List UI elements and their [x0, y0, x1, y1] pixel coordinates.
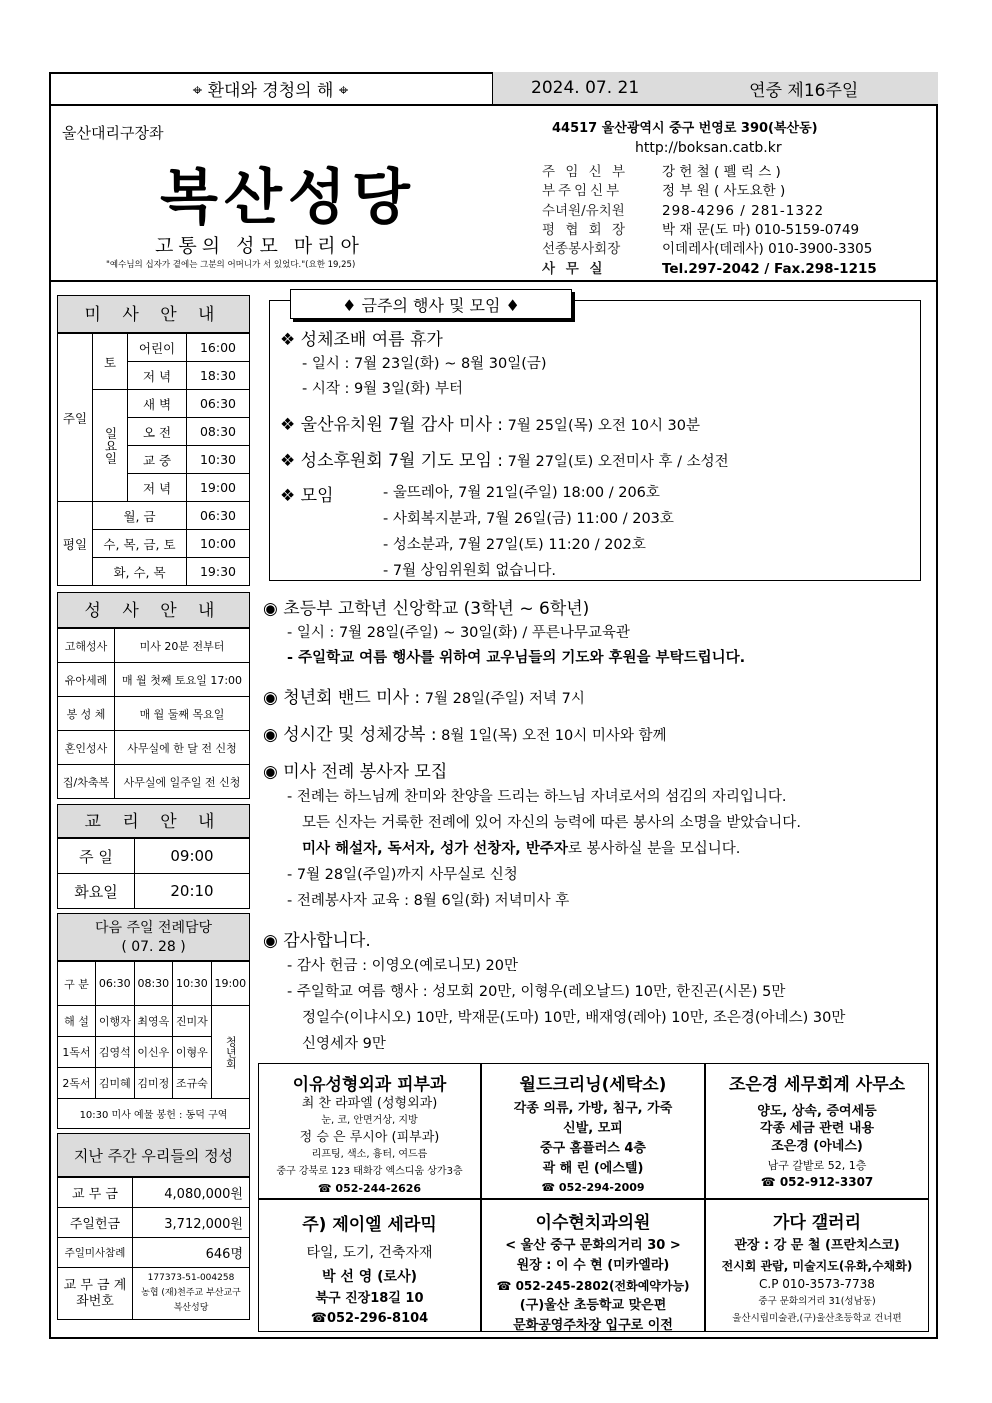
vocation-title: ❖ 성소후원회 7월 기도 모임 :	[280, 451, 504, 471]
diocese: 울산대리구장좌	[62, 124, 164, 142]
liturgy-person: 진미자	[173, 1006, 212, 1037]
ad-clinic	[258, 1063, 481, 1199]
recruit-roles	[302, 837, 740, 858]
ad-title: 가다 갤러리	[772, 1213, 862, 1233]
address: 44517 울산광역시 중구 번영로 390(복산동)	[552, 121, 818, 136]
mass-time: 06:30	[187, 390, 250, 418]
mass-time: 18:30	[187, 362, 250, 390]
mass-time: 16:00	[187, 334, 250, 362]
sacrament-value: 사무실에 한 달 전 신청	[115, 731, 250, 765]
offering-key: 교 무 금	[58, 1178, 133, 1208]
ad-line: 각종 의류, 가방, 침구, 가죽	[513, 1101, 673, 1116]
sacrament-key: 유아세례	[58, 663, 115, 697]
catechism-table	[57, 838, 250, 909]
ad-line: 남구 갈밭로 52, 1층	[767, 1159, 867, 1172]
motto: ⌖ 환대와 경청의 해 ⌖	[49, 72, 493, 104]
band-text: 7월 28일(주일) 저녁 7시	[424, 691, 585, 707]
sacrament-title: 성 사 안 내	[57, 592, 250, 628]
contact-key: 평 협 회 장	[542, 222, 629, 238]
ad-tax-office	[705, 1063, 929, 1199]
contact-key: 주 임 신 부	[542, 164, 629, 180]
mass-name: 월, 금	[93, 502, 187, 530]
catechism-day: 화요일	[58, 874, 135, 909]
ad-ceramic	[258, 1199, 481, 1332]
sacrament-value: 사무실에 일주일 전 신청	[115, 765, 250, 799]
ad-line: 곽 해 린 (에스텔)	[542, 1161, 644, 1176]
account-bank: 농협 (재)천주교 부산교구	[141, 1288, 241, 1298]
recruit-title: ◉ 미사 전례 봉사자 모집	[263, 762, 448, 782]
meetings-title: ❖ 모임	[280, 486, 334, 506]
church-name: 복산성당	[160, 163, 416, 233]
thanks-text: - 감사 헌금 : 이영오(예로니모) 20만	[287, 958, 519, 974]
contact-list	[542, 160, 902, 278]
mass-name: 저 녁	[128, 474, 187, 502]
mass-table	[57, 333, 250, 586]
vocation-meeting	[280, 446, 729, 471]
ad-cleaning	[481, 1063, 705, 1199]
ad-line: 전시회 관람, 미술지도(유화,수채화)	[721, 1259, 913, 1273]
patron: 고통의 성모 마리아	[155, 235, 364, 257]
sacrament-value: 매 월 첫째 토요일 17:00	[115, 663, 250, 697]
mass-time: 08:30	[187, 418, 250, 446]
sacrament-value: 미사 20분 전부터	[115, 629, 250, 663]
kindergarten-title: ❖ 울산유치원 7월 감사 미사 :	[280, 415, 504, 435]
ad-line: 중구 강북로 123 태화강 엑스디움 상가3층	[276, 1166, 463, 1177]
mass-time: 19:30	[187, 558, 250, 586]
contact-value: 박 재 문(도 마) 010-5159-0749	[662, 222, 860, 238]
holy-title: ◉ 성시간 및 성체강복 :	[263, 725, 437, 745]
liturgy-box	[57, 913, 250, 961]
offering-key: 주일미사참례	[58, 1238, 133, 1268]
catechism-time: 09:00	[135, 839, 250, 874]
ad-line: 중구 문화의거리 31(성남동)	[758, 1296, 876, 1307]
sacrament-key: 혼인성사	[58, 731, 115, 765]
ad-line: 북구 진장18길 10	[315, 1291, 424, 1306]
ad-line: < 울산 중구 문화의거리 30 >	[505, 1238, 681, 1253]
ad-line: 문화공영주차장 입구로 이전	[513, 1318, 673, 1333]
sunday-label: 일요일	[93, 390, 128, 502]
contact-key: 부주임신부	[542, 183, 623, 199]
account-label: 교 무 금 계좌번호	[58, 1268, 133, 1320]
catechism-day: 주 일	[58, 839, 135, 874]
summer-title: ❖ 성체조배 여름 휴가	[280, 330, 443, 350]
ad-line: ☎ 052-294-2009	[541, 1181, 645, 1194]
ad-title: 조은경 세무회계 사무소	[728, 1075, 906, 1095]
liturgy-person: 조규숙	[173, 1068, 212, 1099]
left-column	[57, 295, 250, 1320]
events-title: ♦ 금주의 행사 및 모임 ♦	[290, 289, 572, 319]
thanks-title: ◉ 감사합니다.	[263, 931, 371, 951]
contact-key: 사 무 실	[542, 261, 606, 277]
liturgy-role: 2독서	[58, 1068, 96, 1099]
account-name: 복산성당	[173, 1303, 209, 1313]
meeting-item: - 사회복지분과, 7월 26일(금) 11:00 / 203호	[383, 511, 674, 527]
ad-title: 이유성형외과 피부과	[292, 1075, 447, 1095]
ad-line: 신발, 모피	[563, 1121, 623, 1136]
liturgy-header: 구 분	[58, 962, 96, 1006]
thanks-text: 신영세자 9만	[302, 1036, 386, 1052]
recruit-text: 모든 신자는 거룩한 전례에 있어 자신의 능력에 따른 봉사의 소명을 받았습니다.	[302, 815, 801, 831]
liturgy-title: 다음 주일 전례담당	[94, 920, 213, 936]
ad-line: 울산시립미술관,(구)울산초등학교 건너편	[732, 1313, 902, 1324]
contact-key: 수녀원/유치원	[542, 203, 625, 219]
kindergarten-mass	[280, 410, 700, 435]
header-divider	[49, 280, 938, 282]
mass-time: 10:00	[187, 530, 250, 558]
offering-table	[57, 1177, 250, 1320]
ad-title: 이수현치과의원	[535, 1213, 651, 1233]
contact-value: 이데레사(데레사) 010-3900-3305	[662, 241, 873, 257]
issue-date: 2024. 07. 21	[531, 78, 640, 98]
recruit-deadline: - 7월 28일(주일)까지 사무실로 신청	[287, 867, 518, 883]
mass-time: 10:30	[187, 446, 250, 474]
ad-line: 리프팅, 색소, 흉터, 여드름	[311, 1149, 428, 1160]
mass-name: 저 녁	[128, 362, 187, 390]
ad-line: 중구 홈플러스 4층	[539, 1141, 646, 1156]
ad-line: 관장 : 강 문 철 (프란치스코)	[734, 1238, 900, 1253]
liturgy-header: 06:30	[96, 962, 135, 1006]
meeting-item: - 울뜨레아, 7월 21일(주일) 18:00 / 206호	[383, 485, 660, 501]
ad-gallery	[705, 1199, 929, 1332]
mass-time: 06:30	[187, 502, 250, 530]
ad-line: ☎ 052-912-3307	[760, 1175, 874, 1189]
recruit-training: - 전례봉사자 교육 : 8월 6일(화) 저녁미사 후	[287, 893, 570, 909]
mass-name: 수, 목, 금, 토	[93, 530, 187, 558]
recruit-roles-bold: 미사 해설자, 독서자, 성가 선창자, 반주자	[302, 841, 568, 857]
mass-name: 어린이	[128, 334, 187, 362]
ad-line: 정 승 은 루시아 (피부과)	[299, 1130, 440, 1145]
liturgy-table	[57, 961, 250, 1129]
liturgy-person: 이신우	[134, 1037, 173, 1068]
mass-name: 화, 수, 목	[93, 558, 187, 586]
ad-line: ☎ 052-245-2802(전화예약가능)	[496, 1279, 690, 1293]
ad-line: ☎052-296-8104	[310, 1311, 429, 1326]
liturgy-header: 19:00	[211, 962, 249, 1006]
liturgy-role: 1독서	[58, 1037, 96, 1068]
kindergarten-text: 7월 25일(목) 오전 10시 30분	[507, 418, 701, 434]
ad-line: 원장 : 이 수 현 (미카엘라)	[516, 1258, 670, 1273]
sacrament-key: 고해성사	[58, 629, 115, 663]
school-request: - 주일학교 여름 행사를 위하여 교우님들의 기도와 후원을 부탁드립니다.	[287, 650, 746, 666]
catechism-time: 20:10	[135, 874, 250, 909]
liturgy-header: 10:30	[173, 962, 212, 1006]
liturgy-person: 김미정	[134, 1068, 173, 1099]
website: http://boksan.catb.kr	[635, 140, 782, 156]
sacrament-table	[57, 628, 250, 799]
ad-line: 각종 세금 관련 내용	[759, 1121, 875, 1136]
mass-title: 미 사 안 내	[57, 295, 250, 333]
sacrament-key: 봉 성 체	[58, 697, 115, 731]
saturday-label: 토	[93, 334, 128, 390]
ad-line: 조은경 (아네스)	[771, 1139, 863, 1154]
recruit-text: - 전례는 하느님께 찬미와 찬양을 드리는 하느님 자녀로서의 섬김의 자리입니다.	[287, 789, 787, 805]
vocation-text: 7월 27일(토) 오전미사 후 / 소성전	[507, 454, 729, 470]
sunday-group-label: 주일	[58, 334, 93, 502]
liturgical-week: 연중 제16주일	[749, 80, 859, 101]
summer-date: - 일시 : 7월 23일(화) ~ 8월 30일(금)	[302, 356, 547, 372]
offering-key: 주일헌금	[58, 1208, 133, 1238]
liturgy-person: 최영옥	[134, 1006, 173, 1037]
offering-value: 3,712,000원	[133, 1208, 250, 1238]
ad-line: 최 찬 라파엘 (성형외과)	[301, 1096, 438, 1111]
school-date: - 일시 : 7월 28일(주일) ~ 30일(화) / 푸른나무교육관	[287, 625, 630, 641]
meeting-item: - 성소분과, 7월 27일(토) 11:20 / 202호	[383, 537, 646, 553]
band-mass	[263, 683, 585, 708]
mass-name: 새 벽	[128, 390, 187, 418]
mass-name: 오 전	[128, 418, 187, 446]
quote: "예수님의 십자가 곁에는 그분의 어머니가 서 있었다."(요한 19,25)	[106, 260, 356, 270]
ad-line: 타일, 도기, 건축자재	[306, 1245, 433, 1261]
liturgy-person: 이형우	[173, 1037, 212, 1068]
ad-line: 박 선 영 (로사)	[321, 1269, 418, 1285]
offering-title: 지난 주간 우리들의 정성	[57, 1133, 250, 1177]
ad-line: 양도, 상속, 증여세등	[757, 1104, 877, 1119]
holy-text: 8월 1일(목) 오전 10시 미사와 함께	[441, 728, 667, 744]
offering-value: 646명	[133, 1238, 250, 1268]
contact-value: 298-4296 / 281-1322	[662, 203, 825, 219]
mass-name: 교 중	[128, 446, 187, 474]
offering-value: 4,080,000원	[133, 1178, 250, 1208]
contact-value: 정 부 원 ( 사도요한 )	[662, 183, 786, 199]
contact-value: 강 헌 철 ( 펠 릭 스 )	[662, 164, 781, 180]
youth-group: 청년회	[211, 1006, 249, 1099]
ad-dental	[481, 1199, 705, 1332]
ad-title: 주) 제이엘 세라믹	[302, 1215, 437, 1235]
ad-title: 월드크리닝(세탁소)	[519, 1075, 667, 1095]
ad-line: C.P 010-3573-7738	[759, 1277, 875, 1291]
summer-start: - 시작 : 9월 3일(화) 부터	[302, 381, 463, 397]
liturgy-role: 해 설	[58, 1006, 96, 1037]
weekday-label: 평일	[58, 502, 93, 586]
ad-line: 눈, 코, 안면거상, 지방	[321, 1115, 418, 1126]
recruit-roles-rest: 로 봉사하실 분을 모십니다.	[567, 841, 741, 857]
ad-line: ☎ 052-244-2626	[317, 1182, 422, 1195]
liturgy-note: 10:30 미사 예물 봉헌 : 동덕 구역	[58, 1099, 250, 1129]
liturgy-header: 08:30	[134, 962, 173, 1006]
ad-line: (구)울산 초등학교 맞은편	[519, 1298, 667, 1313]
liturgy-person: 김미혜	[96, 1068, 135, 1099]
holy-hour	[263, 720, 667, 745]
thanks-text: 정일수(이냐시오) 10만, 박재문(도마) 10만, 배재영(레아) 10만, 조은경(아네스) 30만	[302, 1010, 846, 1026]
liturgy-person: 이행자	[96, 1006, 135, 1037]
liturgy-person: 김영석	[96, 1037, 135, 1068]
mass-time: 19:00	[187, 474, 250, 502]
catechism-title: 교 리 안 내	[57, 804, 250, 838]
sacrament-value: 매 월 둘째 목요일	[115, 697, 250, 731]
band-title: ◉ 청년회 밴드 미사 :	[263, 688, 421, 708]
account-number: 177373-51-004258	[147, 1273, 235, 1283]
thanks-text: - 주일학교 여름 행사 : 성모회 20만, 이형우(레오날드) 10만, 한진곤(시몬) 5만	[287, 984, 786, 1000]
top-bar	[49, 72, 938, 106]
contact-key: 선종봉사회장	[542, 241, 621, 257]
meeting-item: - 7월 상임위원회 없습니다.	[383, 563, 556, 579]
school-title: ◉ 초등부 고학년 신앙학교 (3학년 ~ 6학년)	[263, 599, 590, 619]
contact-value: Tel.297-2042 / Fax.298-1215	[662, 261, 877, 277]
liturgy-date: ( 07. 28 )	[121, 939, 186, 955]
sacrament-key: 집/차축복	[58, 765, 115, 799]
